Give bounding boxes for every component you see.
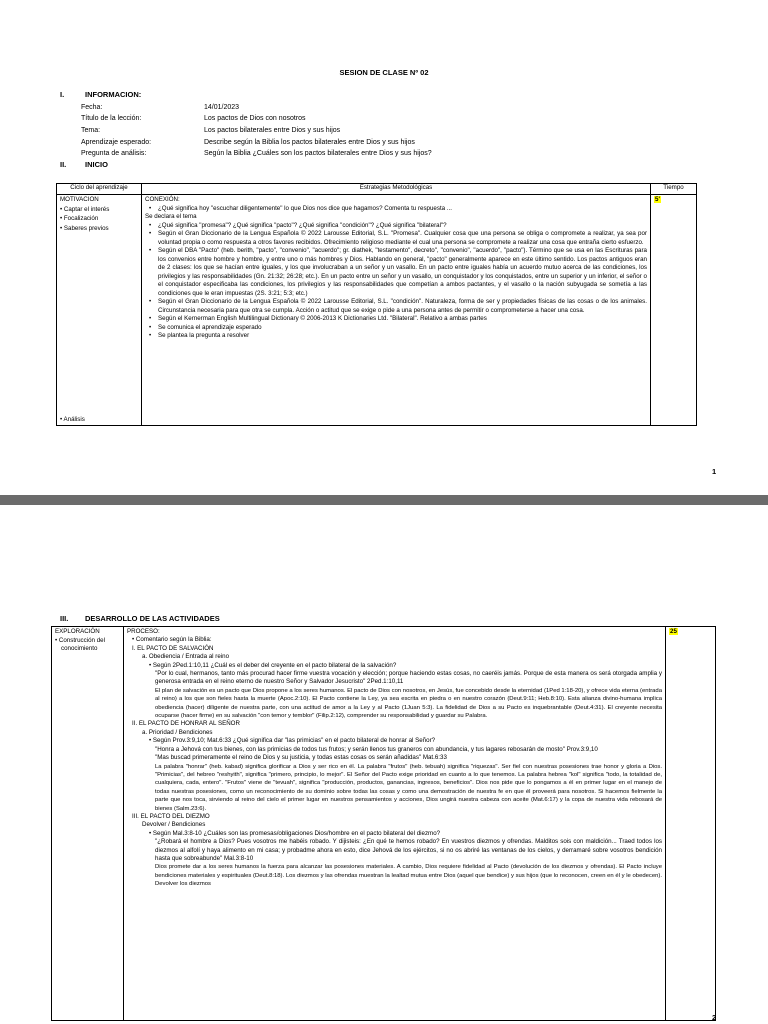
section-number: I.: [60, 90, 65, 99]
process-label: PROCESO:: [127, 628, 160, 635]
list-item: • Saberes previos: [60, 224, 109, 232]
list-item: • Se plantea la pregunta a resolver: [158, 332, 647, 341]
table-row: [57, 195, 697, 426]
info-key: Tema:: [81, 127, 101, 134]
header-strategies: Estrategias Metodológicas: [142, 184, 651, 195]
process-cell: [124, 627, 666, 1021]
list-item: • Según Mal.3:8-10 ¿Cuáles son las promesas/obligaciones Dios/hombre en el pacto bilateral del diezmo?: [149, 829, 441, 837]
list-item: • Comentario según la Biblia:: [132, 636, 212, 644]
section-label: DESARROLLO DE LAS ACTIVIDADES: [85, 614, 220, 623]
list-item: • Según el Gran Diccionario de la Lengua Española © 2022 Larousse Editorial, S.L. "condición". Naturaleza, forma de ser y propiedades físicas de las cosas o de los animales. Circunstancia necesaria para que otra se cumpla. Acción o actitud que se exige o pide a una persona antes de permitir o comprometerse a hacer una cosa.: [158, 298, 647, 315]
time-cell: [651, 195, 697, 426]
exploration-cell: [52, 627, 124, 1021]
table-row: [52, 627, 716, 1021]
development-table: [51, 626, 716, 1021]
section-start-heading: [60, 160, 360, 170]
connection-label: CONEXIÓN:: [145, 196, 180, 203]
subsection-title: Devolver / Bendiciones: [142, 821, 206, 829]
section-title: I. EL PACTO DE SALVACIÓN: [132, 644, 214, 652]
info-value: Los pactos bilaterales entre Dios y sus hijos: [204, 127, 341, 134]
info-key: Fecha:: [81, 104, 103, 111]
start-table: [56, 183, 697, 426]
list-item: • Focalización: [60, 215, 99, 222]
section-label: INICIO: [85, 160, 108, 169]
quote: "Mas buscad primeramente el reino de Dios y su justicia, y todas estas cosas os serán añadidas" Mat.6:33: [155, 754, 447, 762]
subsection-title: a. Obediencia / Entrada al reino: [142, 653, 230, 661]
section-number: III.: [60, 614, 69, 623]
motivation-title: MOTIVACION: [60, 196, 99, 203]
list-item: • Captar el interés: [60, 205, 110, 213]
page-1: [0, 0, 768, 495]
table-header-row: [57, 184, 697, 195]
quote: "Por lo cual, hermanos, tanto más procurad hacer firme vuestra vocación y elección; porque haciendo estas cosas, no caeréis jamás. Porque de esta manera os será otorgada amplia y generosa entrada en el reino eterno de nuestro Señor y Salvador Jesucristo" 2Ped.1:10,11: [155, 670, 662, 686]
time-cell: [666, 627, 716, 1021]
header-cycle: Ciclo del aprendizaje: [57, 184, 142, 195]
header-time: Tiempo: [651, 184, 697, 195]
exploration-title: EXPLORACIÓN: [55, 628, 100, 635]
section-label: INFORMACION:: [85, 90, 142, 99]
learning-cycle-cell: [57, 195, 142, 426]
time-value: 25: [670, 628, 677, 635]
subsection-title: a. Prioridad / Bendiciones: [142, 728, 213, 736]
list-item: • Construcción del conocimiento: [55, 636, 105, 652]
info-value: Describe según la Biblia los pactos bilaterales entre Dios y sus hijos: [204, 139, 415, 146]
quote: "¿Robará el hombre a Dios? Pues vosotros me habéis robado. Y dijisteis: ¿En qué te hemos robado? En vuestros diezmos y ofrendas. Malditos sois con maldición... Traed todos los diezmos al alfolí y haya alimento en mi casa; y probadme ahora en esto, dice Jehová de los ejércitos, si no os abriré las ventanas de los cielos, y derramaré sobre vosotros bendición hasta que sobreabunde" Mal.3:8-10: [155, 838, 662, 862]
info-key: Pregunta de análisis:: [81, 150, 147, 157]
list-item: • Según 2Ped.1:10,11 ¿Cuál es el deber del creyente en el pacto bilateral de la salvación?: [149, 661, 397, 669]
section-number: II.: [60, 160, 67, 169]
page-2: [0, 505, 768, 1024]
section-information-heading: [60, 90, 360, 100]
session-title: SESION DE CLASE Nº 02: [339, 68, 429, 77]
page-number: 2: [712, 1013, 717, 1022]
list-item: • ¿Qué significa "promesa"? ¿Qué significa "pacto"? ¿Qué significa "condición"? ¿Qué significa "bilateral"?: [158, 222, 647, 231]
page-number: 1: [712, 467, 717, 476]
list-item: • Según el DBA "Pacto" (heb. berith, "pacto", "convenio", "acuerdo"; gr. diathek, "testamento", decreto", "convenio", "acuerdo", "pacto"). Término que se usa en las Escrituras para los convenios entre hombre y hombre, y entre uno o más hombres y Dios. Hablando en general, "pacto" generalmente aparece en este último sentido. Los pactos antiguos eran de 2 clases: los que se hacían entre iguales, y los que involucraban a un señor y un vasallo. En un pacto entre iguales había un acuerdo mutuo acerca de las condiciones, los privilegios y las responsabilidades (Gn. 21:32; 26:28; etc.). En un pacto entre un señor y un vasallo, un conquistador y los conquistados, entre un superior y un inferior, el señor o el conquistador especificaba las condiciones, los privilegios y las responsabilidades que competían a ambos pactantes, y el vasallo o la nación subyugada se sometía a las condiciones que le eran impuestas (2S. 3:21; 5:3; etc.): [158, 247, 647, 298]
declare-topic: Se declara el tema: [145, 213, 197, 220]
list-item: • ¿Qué significa hoy "escuchar diligentemente" lo que Dios nos dice que hagamos? Comenta tu respuesta ...: [158, 205, 647, 214]
section-title: III. EL PACTO DEL DIEZMO: [132, 812, 210, 820]
info-value: Los pactos de Dios con nosotros: [204, 115, 306, 122]
time-value: 5': [655, 196, 660, 203]
analysis-label: • Análisis: [60, 415, 85, 423]
section-title: II. EL PACTO DE HONRAR AL SEÑOR: [132, 720, 240, 728]
info-key: Título de la lección:: [81, 115, 142, 122]
list-item: • Se comunica el aprendizaje esperado: [158, 324, 647, 333]
info-value: 14/01/2023: [204, 104, 240, 111]
info-key: Aprendizaje esperado:: [81, 139, 152, 146]
list-item: • Según el Kernerman English Multilingual Dictionary © 2006-2013 K Dictionaries Ltd. "Bilateral". Relativo a ambas partes: [158, 315, 647, 324]
paragraph: El plan de salvación es un pacto que Dios propone a los seres humanos. El pacto de Dios con nosotros, en Jesús, fue concebido desde la eternidad (1Ped 1:18-20), y ofrece vida eterna (entrada al reino) a los que son fieles hasta la muerte (Apoc.2:10). El Pacto contiene la Ley, ya sea escrita en piedra o en nuestro corazón (Deut.9:11; Heb.8:10). Esta alianza divino-humana implica obediencia (hacer) diligente de nuestra parte, con una actitud de amor a la Ley y al Pacto (1Juan 5:3). La fidelidad de Dios a su Pacto es inquebrantable (Deut.4:31). El creyente necesita ocuparse (hacer firme) en su salvación "con temor y temblor" (Filip.2:12), comprender su responsabilidad y guardar su Palabra.: [155, 687, 662, 720]
paragraph: La palabra "honrar" (heb. kabad) significa glorificar a Dios y ser rico en él. La palabra "frutos" (heb. tebuah) significa "riquezas". Ser fiel con nuestras posesiones trae honor y gloria a Dios. "Primicias", del hebreo "reshyith", significa "primero, principio, lo mejor". El Señor del Pacto exige prioridad en cuanto a lo que tenemos. La palabra hebrea "kol" significa "todo, la totalidad de, cualquiera, cada, entero". "Frutos" viene de "tevuah", significa "producción, productos, ganancias, ingresos, beneficios". Dios nos pide que lo pongamos a él en primer lugar en el manejo de todas nuestras posesiones, como un reconocimiento de su dominio sobre todas las cosas y como una demostración de nuestra fe en que él proveerá para nosotros. Si hacemos fielmente la parte que nos toca, sirviendo al reino del cielo el primer lugar en nuestros pensamientos y acciones, Dios ungirá nuestra cabeza con aceite (Mat.6:17) y la copa de nuestra vida rebosará de bienes (Salm.23:6).: [155, 763, 662, 812]
section-development-heading: [60, 614, 460, 624]
strategies-cell: [142, 195, 651, 426]
list-item: • Según Prov.3:9,10; Mat.6:33 ¿Qué significa dar "las primicias" en el pacto bilateral de honrar al Señor?: [149, 737, 436, 745]
list-item: • Según el Gran Diccionario de la Lengua Española © 2022 Larousse Editorial, S.L. "Promesa". Cualquier cosa que una persona se obliga o compromete a realizar, ya sea por voluntad propia o como respuesta a otros favores recibidos. Ofrecimiento religioso mediante el cual una persona se compromete a realizar una cosa que entraña cierto esfuerzo.: [158, 230, 647, 247]
paragraph: Dios promete dar a los seres humanos la fuerza para alcanzar las posesiones materiales. A cambio, Dios requiere fidelidad al Pacto (devolución de los diezmos y ofrendas). El Pacto incluye bendiciones materiales y espirituales (Deut.8:18). Los diezmos y las ofrendas muestran la lealtad mutua entre Dios (aquel que bendice) y sus hijos (que lo reconocen, creen en él y le obedecen). Devolver los diezmos: [155, 864, 662, 888]
info-value: Según la Biblia ¿Cuáles son los pactos bilaterales entre Dios y sus hijos?: [204, 150, 432, 157]
quote: "Honra a Jehová con tus bienes, con las primicias de todos tus frutos; y serán llenos tus graneros con abundancia, y tus lagares rebosarán de mosto" Prov.3:9,10: [155, 745, 598, 753]
